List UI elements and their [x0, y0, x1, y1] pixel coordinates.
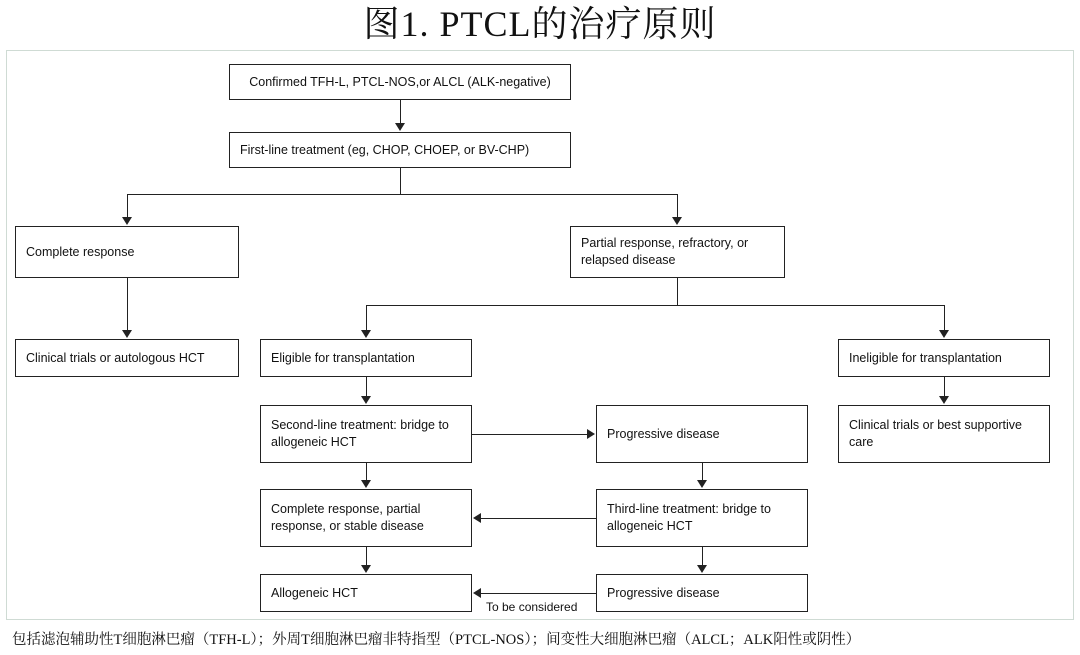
- edge-partial-response-to-eligible: [366, 305, 367, 330]
- node-progressive-disease-second: [596, 574, 808, 612]
- node-clinical-trials-supportive-care: [838, 405, 1050, 463]
- arrow-eligible-to-second-line: [361, 396, 371, 404]
- node-ineligible-for-transplantation: [838, 339, 1050, 377]
- edge-partial-response-stem: [677, 278, 678, 305]
- figure-footnote: 包括滤泡辅助性T细胞淋巴瘤（TFH-L）；外周T细胞淋巴瘤非特指型（PTCL-NOS）；间变性大细胞淋巴瘤（ALCL；ALK阳性或阴性）: [12, 632, 861, 648]
- edge-third-line-to-response: [481, 518, 596, 519]
- edge-progressive-to-third-line: [702, 463, 703, 480]
- node-complete-partial-stable-response-label: Complete response, partial response, or stable disease: [271, 502, 424, 533]
- arrow-partial-response-to-eligible: [361, 330, 371, 338]
- node-clinical-trials-autologous-hct-label: Clinical trials or autologous HCT: [26, 350, 205, 365]
- arrow-confirmed-to-first-line: [395, 123, 405, 131]
- arrow-second-line-to-progressive: [587, 429, 595, 439]
- node-first-line-treatment-label: First-line treatment (eg, CHOP, CHOEP, or BV-CHP): [240, 142, 530, 157]
- node-complete-partial-stable-response: [260, 489, 472, 547]
- node-second-line-treatment-label: Second-line treatment: bridge to allogeneic HCT: [271, 418, 449, 449]
- node-third-line-treatment: [596, 489, 808, 547]
- arrow-response-to-allogeneic: [361, 565, 371, 573]
- page-title: 图1. PTCL的治疗原则: [363, 4, 717, 44]
- edge-first-line-bus: [127, 194, 678, 195]
- edge-label-to-be-considered: To be considered: [486, 600, 578, 614]
- edge-third-line-to-progressive-second: [702, 547, 703, 565]
- node-second-line-treatment: [260, 405, 472, 463]
- arrow-first-line-to-partial-response: [672, 217, 682, 225]
- node-eligible-for-transplantation-label: Eligible for transplantation: [271, 350, 415, 365]
- node-clinical-trials-supportive-care-label: Clinical trials or best supportive care: [849, 418, 1022, 449]
- node-confirmed-diagnosis: [229, 64, 571, 100]
- arrow-complete-response-to-clinical-trials: [122, 330, 132, 338]
- edge-first-line-stem: [400, 168, 401, 194]
- arrow-second-line-to-response: [361, 480, 371, 488]
- edge-first-line-to-partial-response: [677, 194, 678, 218]
- arrow-third-line-to-progressive-second: [697, 565, 707, 573]
- edge-response-to-allogeneic: [366, 547, 367, 565]
- node-partial-response-label: Partial response, refractory, or relapsed disease: [581, 236, 749, 267]
- node-allogeneic-hct: [260, 574, 472, 612]
- edge-ineligible-to-supportive: [944, 377, 945, 396]
- arrow-partial-response-to-ineligible: [939, 330, 949, 338]
- edge-partial-response-to-ineligible: [944, 305, 945, 330]
- node-ineligible-for-transplantation-label: Ineligible for transplantation: [849, 350, 1002, 365]
- node-third-line-treatment-label: Third-line treatment: bridge to allogeneic HCT: [607, 502, 771, 533]
- arrow-first-line-to-complete-response: [122, 217, 132, 225]
- node-first-line-treatment: [229, 132, 571, 168]
- edge-first-line-to-complete-response: [127, 194, 128, 218]
- node-confirmed-diagnosis-label: Confirmed TFH-L, PTCL-NOS,or ALCL (ALK-negative): [249, 74, 551, 89]
- node-eligible-for-transplantation: [260, 339, 472, 377]
- arrow-progressive-to-third-line: [697, 480, 707, 488]
- node-progressive-disease-second-label: Progressive disease: [607, 585, 720, 600]
- arrow-progressive-second-to-allogeneic: [473, 588, 481, 598]
- edge-partial-response-bus: [366, 305, 944, 306]
- node-complete-response: [15, 226, 239, 278]
- arrow-ineligible-to-supportive: [939, 396, 949, 404]
- edge-progressive-second-to-allogeneic: [481, 593, 596, 594]
- node-progressive-disease-first-label: Progressive disease: [607, 426, 720, 441]
- edge-second-line-to-response: [366, 463, 367, 480]
- edge-complete-response-to-clinical-trials: [127, 278, 128, 331]
- flowchart-frame: [6, 50, 1074, 620]
- node-clinical-trials-autologous-hct: [15, 339, 239, 377]
- node-partial-response: [570, 226, 785, 278]
- edge-eligible-to-second-line: [366, 377, 367, 396]
- arrow-third-line-to-response: [473, 513, 481, 523]
- node-allogeneic-hct-label: Allogeneic HCT: [271, 585, 358, 600]
- node-complete-response-label: Complete response: [26, 244, 135, 259]
- node-progressive-disease-first: [596, 405, 808, 463]
- edge-second-line-to-progressive: [472, 434, 587, 435]
- edge-confirmed-to-first-line: [400, 100, 401, 124]
